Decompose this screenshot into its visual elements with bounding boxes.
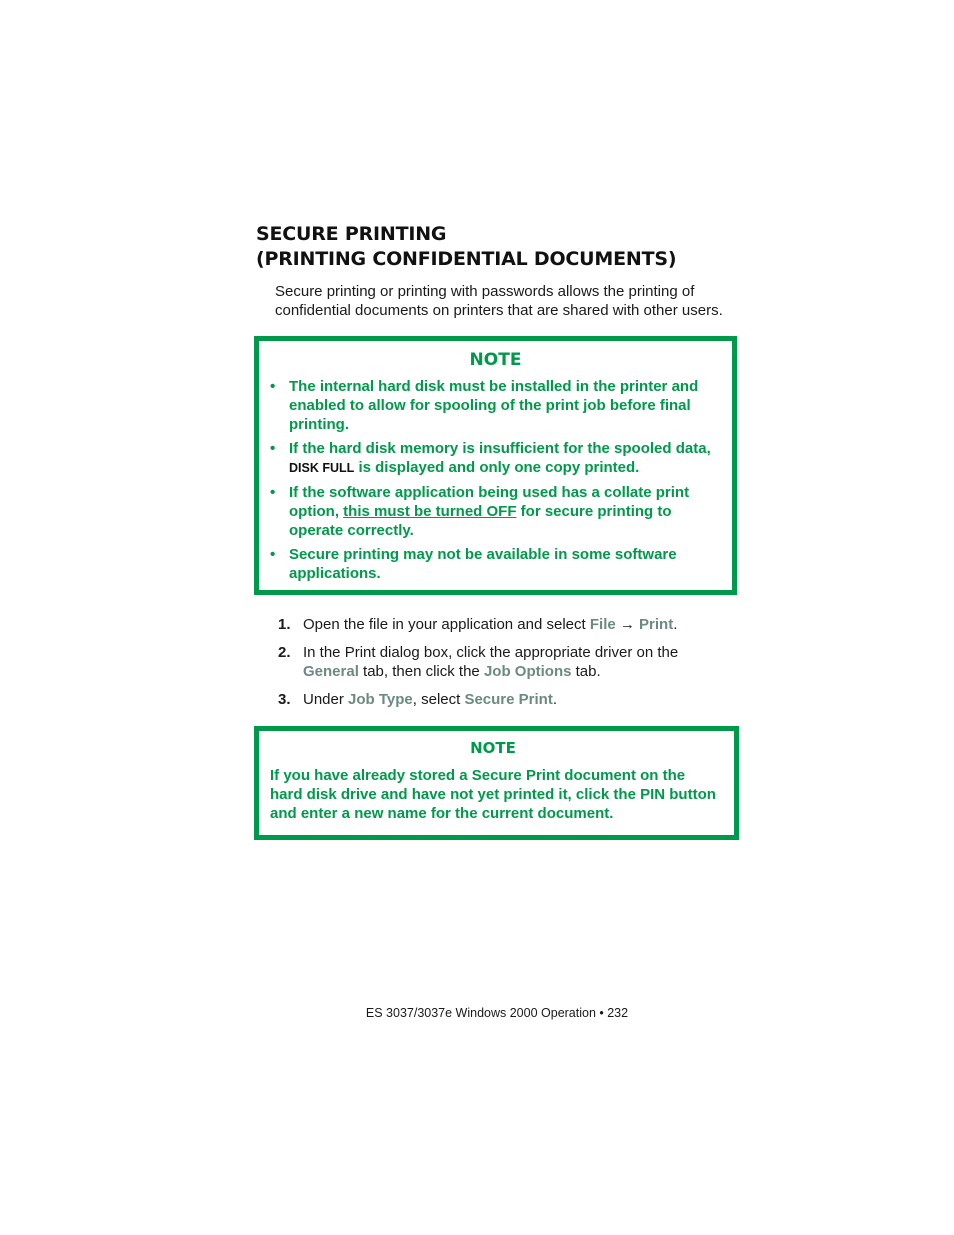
note-item-text: is displayed and only one copy printed.	[354, 459, 640, 476]
note-box-requirements	[254, 336, 737, 595]
note-text: If you have already stored a Secure Print document on the hard disk drive and have not yet printed it, click the PIN button and enter a new name for the current document.	[270, 767, 716, 822]
note-item-text: The internal hard disk must be installed in the printer and enabled to allow for spooling of the print job before final printing.	[289, 378, 699, 433]
note-emphasis: this must be turned OFF	[343, 503, 517, 520]
note-item	[259, 483, 732, 540]
arrow-icon: →	[615, 616, 640, 633]
note-item	[259, 377, 732, 434]
step-number: 1.	[278, 616, 291, 633]
page-footer: ES 3037/3037e Windows 2000 Operation • 232	[365, 1006, 629, 1020]
note-item-text: Secure printing may not be available in some software applications.	[289, 546, 677, 582]
step-text: .	[673, 616, 678, 633]
note-list	[259, 377, 732, 583]
bullet-icon: •	[270, 378, 276, 395]
note-item	[259, 439, 732, 478]
steps-list	[278, 615, 738, 718]
ui-label-file: File	[589, 616, 616, 633]
section-title	[256, 222, 676, 272]
bullet-icon: •	[270, 546, 276, 563]
step-text: tab, then click the	[358, 663, 484, 680]
step-text: Open the file in your application and select	[303, 616, 590, 633]
step-text: Under	[303, 691, 349, 708]
step-number: 3.	[278, 691, 291, 708]
step-1	[278, 615, 738, 634]
step-text: , select	[412, 691, 465, 708]
ui-label-secure-print: Secure Print	[464, 691, 553, 708]
intro-paragraph: Secure printing or printing with passwords allows the printing of confidential documents on printers that are shared with other users.	[275, 283, 723, 319]
ui-label-general: General	[303, 663, 359, 680]
note-item-text: If the software application being used has a collate print option,	[289, 484, 690, 520]
note-box-pin	[254, 726, 739, 840]
step-number: 2.	[278, 644, 291, 661]
note-item-text: for secure printing to operate correctly.	[289, 503, 672, 539]
step-text: In the Print dialog box, click the appropriate driver on the	[303, 644, 679, 661]
ui-label-job-type: Job Type	[348, 691, 413, 708]
ui-label-job-options: Job Options	[483, 663, 572, 680]
disk-full-message: DISK FULL	[289, 461, 355, 475]
note-heading: NOTE	[470, 739, 516, 757]
note-item-text: If the hard disk memory is insufficient for the spooled data,	[289, 440, 711, 457]
section-title-line1: SECURE PRINTING	[256, 223, 447, 245]
step-3	[278, 690, 738, 709]
ui-label-print: Print	[639, 616, 674, 633]
section-title-line2: (PRINTING CONFIDENTIAL DOCUMENTS)	[256, 248, 677, 270]
note-heading: NOTE	[469, 350, 522, 370]
step-2	[278, 643, 738, 681]
step-text: .	[552, 691, 557, 708]
step-text: tab.	[571, 663, 601, 680]
bullet-icon: •	[270, 484, 276, 501]
note-item	[259, 545, 732, 583]
bullet-icon: •	[270, 440, 276, 457]
